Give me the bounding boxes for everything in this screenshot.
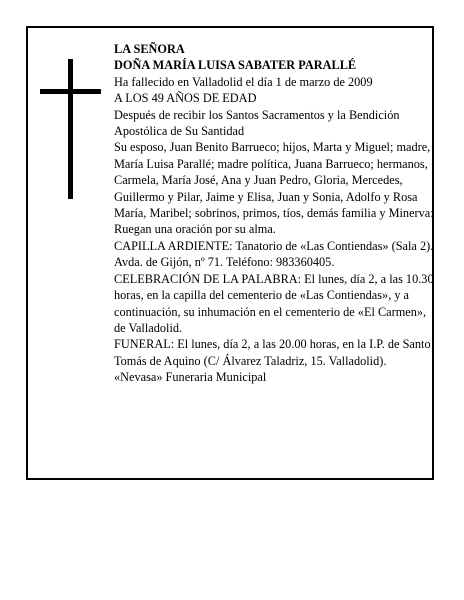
funeral-home: «Nevasa» Funeraria Municipal bbox=[114, 370, 267, 385]
cross-icon bbox=[68, 59, 73, 199]
sacraments-statement: Después de recibir los Santos Sacramentos y la Bendición Apostólica de Su Santidad bbox=[114, 107, 400, 139]
notice-title: LA SEÑORA bbox=[114, 42, 185, 56]
chapel-info: CAPILLA ARDIENTE: Tanatorio de «Las Contiendas» (Sala 2). Avda. de Gijón, nº 71. Teléfono: 983360405. bbox=[114, 238, 434, 270]
death-statement: Ha fallecido en Valladolid el día 1 de marzo de 2009 bbox=[114, 74, 373, 89]
deceased-name: DOÑA MARÍA LUISA SABATER PARALLÉ bbox=[114, 58, 357, 73]
obituary-text bbox=[114, 41, 434, 386]
prayer-request: Ruegan una oración por su alma. bbox=[114, 222, 276, 237]
cross-icon-bar bbox=[40, 89, 101, 94]
funeral-info: FUNERAL: El lunes, día 2, a las 20.00 horas, en la I.P. de Santo Tomás de Aquino (C/ Álvarez Taladriz, 15. Valladolid). bbox=[114, 337, 431, 368]
family-list: Su esposo, Juan Benito Barrueco; hijos, Marta y Miguel; madre, María Luisa Parallé; madre política, Juana Barrueco; hermanos, Carmela, María José, Ana y Juan Pedro, Gloria, Mercedes, Guillermo y Pilar, Jaime y Elisa, Juan y Sonia, Adolfo y Rosa María, Maribel; sobrinos, primos, tíos, demás familia y Minerva: bbox=[114, 140, 434, 221]
celebration-info: CELEBRACIÓN DE LA PALABRA: El lunes, día 2, a las 10.30 horas, en la capilla del cementerio de «Las Contiendas», y a continuación, su inhumación en el cementerio de «El Carmen», de Valladolid. bbox=[114, 271, 434, 335]
age-statement: A LOS 49 AÑOS DE EDAD bbox=[114, 91, 257, 106]
obituary-notice bbox=[26, 26, 434, 480]
